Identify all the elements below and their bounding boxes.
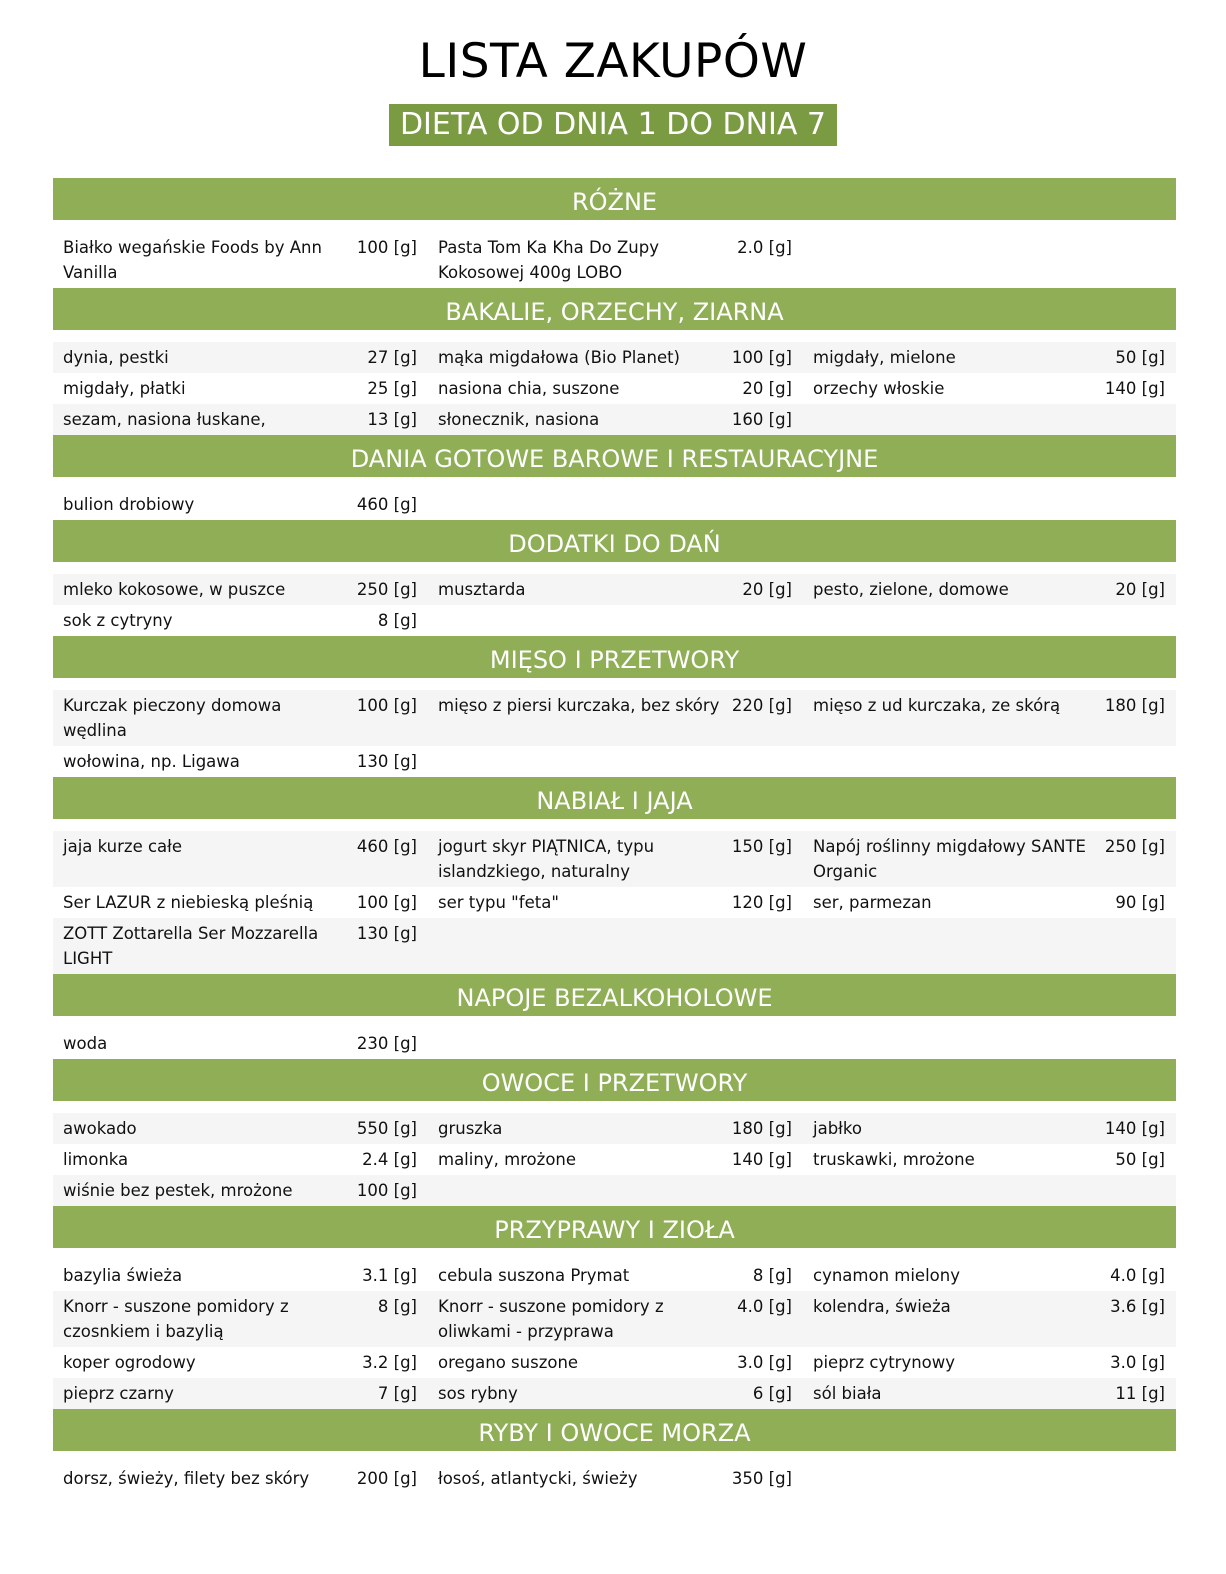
list-item <box>53 235 428 285</box>
list-item <box>803 834 1176 884</box>
item-amount: 6 [g] <box>752 1384 792 1403</box>
list-item <box>428 1466 803 1491</box>
item-row <box>53 1175 1176 1206</box>
diet-range-banner: DIETA OD DNIA 1 DO DNIA 7 <box>389 104 837 146</box>
item-name: Knorr - suszone pomidory z czosnkiem i bazylią <box>63 1297 289 1341</box>
category-items <box>53 819 1176 974</box>
item-name: Pasta Tom Ka Kha Do Zupy Kokosowej 400g LOBO <box>438 238 659 282</box>
list-item <box>803 1350 1176 1375</box>
category-section <box>53 178 1176 288</box>
item-amount: 8 [g] <box>752 1266 792 1285</box>
item-amount: 230 [g] <box>356 1034 417 1053</box>
item-row <box>53 1378 1176 1409</box>
item-name: cebula suszona Prymat <box>438 1266 630 1285</box>
category-header: OWOCE I PRZETWORY <box>53 1059 1176 1101</box>
item-name: orzechy włoskie <box>813 379 945 398</box>
list-item <box>53 890 428 915</box>
category-header: BAKALIE, ORZECHY, ZIARNA <box>53 288 1176 330</box>
list-item <box>428 1263 803 1288</box>
item-row <box>53 605 1176 636</box>
item-row <box>53 887 1176 918</box>
item-amount: 4.0 [g] <box>737 1297 792 1316</box>
item-name: mięso z piersi kurczaka, bez skóry <box>438 696 720 715</box>
category-items <box>53 1101 1176 1206</box>
item-row <box>53 574 1176 605</box>
category-header: RÓŻNE <box>53 178 1176 220</box>
item-amount: 140 [g] <box>1104 1119 1165 1138</box>
shopping-list <box>53 178 1176 1494</box>
item-name: kolendra, świeża <box>813 1297 951 1316</box>
list-item <box>53 749 428 774</box>
list-item <box>53 693 428 743</box>
item-name: jabłko <box>813 1119 862 1138</box>
item-name: sezam, nasiona łuskane, <box>63 410 266 429</box>
item-name: sos rybny <box>438 1384 518 1403</box>
item-amount: 90 [g] <box>1115 893 1165 912</box>
item-amount: 7 [g] <box>377 1384 417 1403</box>
item-amount: 3.1 [g] <box>362 1266 417 1285</box>
item-amount: 130 [g] <box>356 924 417 943</box>
item-amount: 100 [g] <box>356 1181 417 1200</box>
item-amount: 13 [g] <box>367 410 417 429</box>
item-row <box>53 404 1176 435</box>
item-name: Kurczak pieczony domowa wędlina <box>63 696 282 740</box>
item-row <box>53 1260 1176 1291</box>
item-amount: 2.0 [g] <box>737 238 792 257</box>
list-item <box>428 1294 803 1344</box>
list-item <box>428 1116 803 1141</box>
category-items <box>53 1016 1176 1059</box>
list-item <box>428 890 803 915</box>
list-item <box>803 693 1176 743</box>
item-row <box>53 1347 1176 1378</box>
category-section <box>53 777 1176 974</box>
item-amount: 8 [g] <box>377 1297 417 1316</box>
item-name: truskawki, mrożone <box>813 1150 975 1169</box>
item-row <box>53 918 1176 974</box>
item-name: wiśnie bez pestek, mrożone <box>63 1181 293 1200</box>
item-name: musztarda <box>438 580 526 599</box>
list-item <box>428 345 803 370</box>
item-amount: 100 [g] <box>356 238 417 257</box>
list-item <box>803 1294 1176 1344</box>
list-item <box>53 1116 428 1141</box>
category-header: DANIA GOTOWE BAROWE I RESTAURACYJNE <box>53 435 1176 477</box>
item-name: dynia, pestki <box>63 348 169 367</box>
item-amount: 50 [g] <box>1115 348 1165 367</box>
item-amount: 150 [g] <box>731 837 792 856</box>
item-name: pesto, zielone, domowe <box>813 580 1009 599</box>
item-name: pieprz czarny <box>63 1384 174 1403</box>
item-amount: 3.0 [g] <box>737 1353 792 1372</box>
list-item <box>53 1294 428 1344</box>
item-amount: 25 [g] <box>367 379 417 398</box>
category-items <box>53 562 1176 636</box>
category-header: PRZYPRAWY I ZIOŁA <box>53 1206 1176 1248</box>
item-amount: 140 [g] <box>731 1150 792 1169</box>
item-amount: 460 [g] <box>356 495 417 514</box>
category-header: NABIAŁ I JAJA <box>53 777 1176 819</box>
item-amount: 180 [g] <box>1104 696 1165 715</box>
list-item <box>53 376 428 401</box>
item-name: maliny, mrożone <box>438 1150 577 1169</box>
category-header: RYBY I OWOCE MORZA <box>53 1409 1176 1451</box>
item-row <box>53 373 1176 404</box>
item-name: sok z cytryny <box>63 611 173 630</box>
item-amount: 3.2 [g] <box>362 1353 417 1372</box>
item-name: jogurt skyr PIĄTNICA, typu islandzkiego, naturalny <box>438 837 655 881</box>
list-item <box>53 492 428 517</box>
list-item <box>428 1350 803 1375</box>
item-row <box>53 746 1176 777</box>
item-name: mięso z ud kurczaka, ze skórą <box>813 696 1061 715</box>
item-amount: 11 [g] <box>1115 1384 1165 1403</box>
item-row <box>53 1463 1176 1494</box>
list-item <box>53 345 428 370</box>
item-row <box>53 1144 1176 1175</box>
item-amount: 27 [g] <box>367 348 417 367</box>
category-items <box>53 477 1176 520</box>
item-name: oregano suszone <box>438 1353 579 1372</box>
list-item <box>428 693 803 743</box>
item-amount: 140 [g] <box>1104 379 1165 398</box>
item-amount: 4.0 [g] <box>1110 1266 1165 1285</box>
item-name: bulion drobiowy <box>63 495 195 514</box>
list-item <box>803 345 1176 370</box>
item-amount: 250 [g] <box>356 580 417 599</box>
item-row <box>53 342 1176 373</box>
item-amount: 220 [g] <box>731 696 792 715</box>
list-item <box>803 1263 1176 1288</box>
item-name: mąka migdałowa (Bio Planet) <box>438 348 680 367</box>
item-amount: 100 [g] <box>356 696 417 715</box>
category-items <box>53 220 1176 288</box>
item-row <box>53 1113 1176 1144</box>
item-amount: 20 [g] <box>742 580 792 599</box>
item-name: nasiona chia, suszone <box>438 379 620 398</box>
list-item <box>53 1031 428 1056</box>
item-row <box>53 1028 1176 1059</box>
category-section <box>53 636 1176 777</box>
category-items <box>53 1451 1176 1494</box>
list-item <box>428 376 803 401</box>
category-header: DODATKI DO DAŃ <box>53 520 1176 562</box>
category-section <box>53 1206 1176 1409</box>
category-section <box>53 520 1176 636</box>
list-item <box>803 1147 1176 1172</box>
item-name: mleko kokosowe, w puszce <box>63 580 286 599</box>
item-name: awokado <box>63 1119 137 1138</box>
item-row <box>53 1291 1176 1347</box>
item-row <box>53 831 1176 887</box>
item-amount: 350 [g] <box>731 1469 792 1488</box>
list-item <box>53 407 428 432</box>
item-name: migdały, płatki <box>63 379 186 398</box>
list-item <box>53 1147 428 1172</box>
item-amount: 2.4 [g] <box>362 1150 417 1169</box>
item-amount: 20 [g] <box>742 379 792 398</box>
category-section <box>53 288 1176 435</box>
page-title: LISTA ZAKUPÓW <box>418 34 808 89</box>
item-amount: 180 [g] <box>731 1119 792 1138</box>
list-item <box>428 834 803 884</box>
item-name: Knorr - suszone pomidory z oliwkami - przyprawa <box>438 1297 664 1341</box>
item-row <box>53 489 1176 520</box>
category-items <box>53 330 1176 435</box>
item-amount: 130 [g] <box>356 752 417 771</box>
item-amount: 50 [g] <box>1115 1150 1165 1169</box>
list-item <box>53 1350 428 1375</box>
list-item <box>803 1116 1176 1141</box>
item-name: gruszka <box>438 1119 503 1138</box>
category-items <box>53 1248 1176 1409</box>
category-items <box>53 678 1176 777</box>
item-amount: 120 [g] <box>731 893 792 912</box>
list-item <box>53 608 428 633</box>
item-amount: 460 [g] <box>356 837 417 856</box>
list-item <box>53 921 428 971</box>
item-name: Napój roślinny migdałowy SANTE Organic <box>813 837 1086 881</box>
item-name: łosoś, atlantycki, świeży <box>438 1469 638 1488</box>
item-name: ser, parmezan <box>813 893 932 912</box>
item-name: ser typu "feta" <box>438 893 559 912</box>
item-name: migdały, mielone <box>813 348 956 367</box>
list-item <box>428 577 803 602</box>
item-name: bazylia świeża <box>63 1266 183 1285</box>
item-amount: 3.6 [g] <box>1110 1297 1165 1316</box>
item-amount: 250 [g] <box>1104 837 1165 856</box>
list-item <box>803 1381 1176 1406</box>
item-name: cynamon mielony <box>813 1266 960 1285</box>
item-name: wołowina, np. Ligawa <box>63 752 240 771</box>
item-row <box>53 690 1176 746</box>
list-item <box>53 834 428 884</box>
item-amount: 100 [g] <box>356 893 417 912</box>
category-section <box>53 1059 1176 1206</box>
list-item <box>803 890 1176 915</box>
list-item <box>53 1466 428 1491</box>
item-amount: 550 [g] <box>356 1119 417 1138</box>
list-item <box>53 1178 428 1203</box>
item-name: woda <box>63 1034 108 1053</box>
item-name: jaja kurze całe <box>63 837 183 856</box>
item-amount: 200 [g] <box>356 1469 417 1488</box>
list-item <box>428 1147 803 1172</box>
item-name: Białko wegańskie Foods by Ann Vanilla <box>63 238 322 282</box>
category-section <box>53 435 1176 520</box>
list-item <box>428 235 803 285</box>
list-item <box>428 407 803 432</box>
list-item <box>428 1381 803 1406</box>
item-name: słonecznik, nasiona <box>438 410 600 429</box>
category-header: NAPOJE BEZALKOHOLOWE <box>53 974 1176 1016</box>
item-name: koper ogrodowy <box>63 1353 196 1372</box>
category-section <box>53 1409 1176 1494</box>
item-name: limonka <box>63 1150 129 1169</box>
item-amount: 8 [g] <box>377 611 417 630</box>
list-item <box>803 376 1176 401</box>
list-item <box>803 577 1176 602</box>
item-name: ZOTT Zottarella Ser Mozzarella LIGHT <box>63 924 319 968</box>
item-row <box>53 232 1176 288</box>
item-amount: 100 [g] <box>731 348 792 367</box>
item-amount: 3.0 [g] <box>1110 1353 1165 1372</box>
item-name: dorsz, świeży, filety bez skóry <box>63 1469 310 1488</box>
item-amount: 20 [g] <box>1115 580 1165 599</box>
category-section <box>53 974 1176 1059</box>
item-name: pieprz cytrynowy <box>813 1353 956 1372</box>
item-amount: 160 [g] <box>731 410 792 429</box>
subtitle-wrap <box>0 104 1226 146</box>
list-item <box>53 577 428 602</box>
item-name: sól biała <box>813 1384 882 1403</box>
list-item <box>53 1381 428 1406</box>
item-name: Ser LAZUR z niebieską pleśnią <box>63 893 314 912</box>
list-item <box>53 1263 428 1288</box>
category-header: MIĘSO I PRZETWORY <box>53 636 1176 678</box>
